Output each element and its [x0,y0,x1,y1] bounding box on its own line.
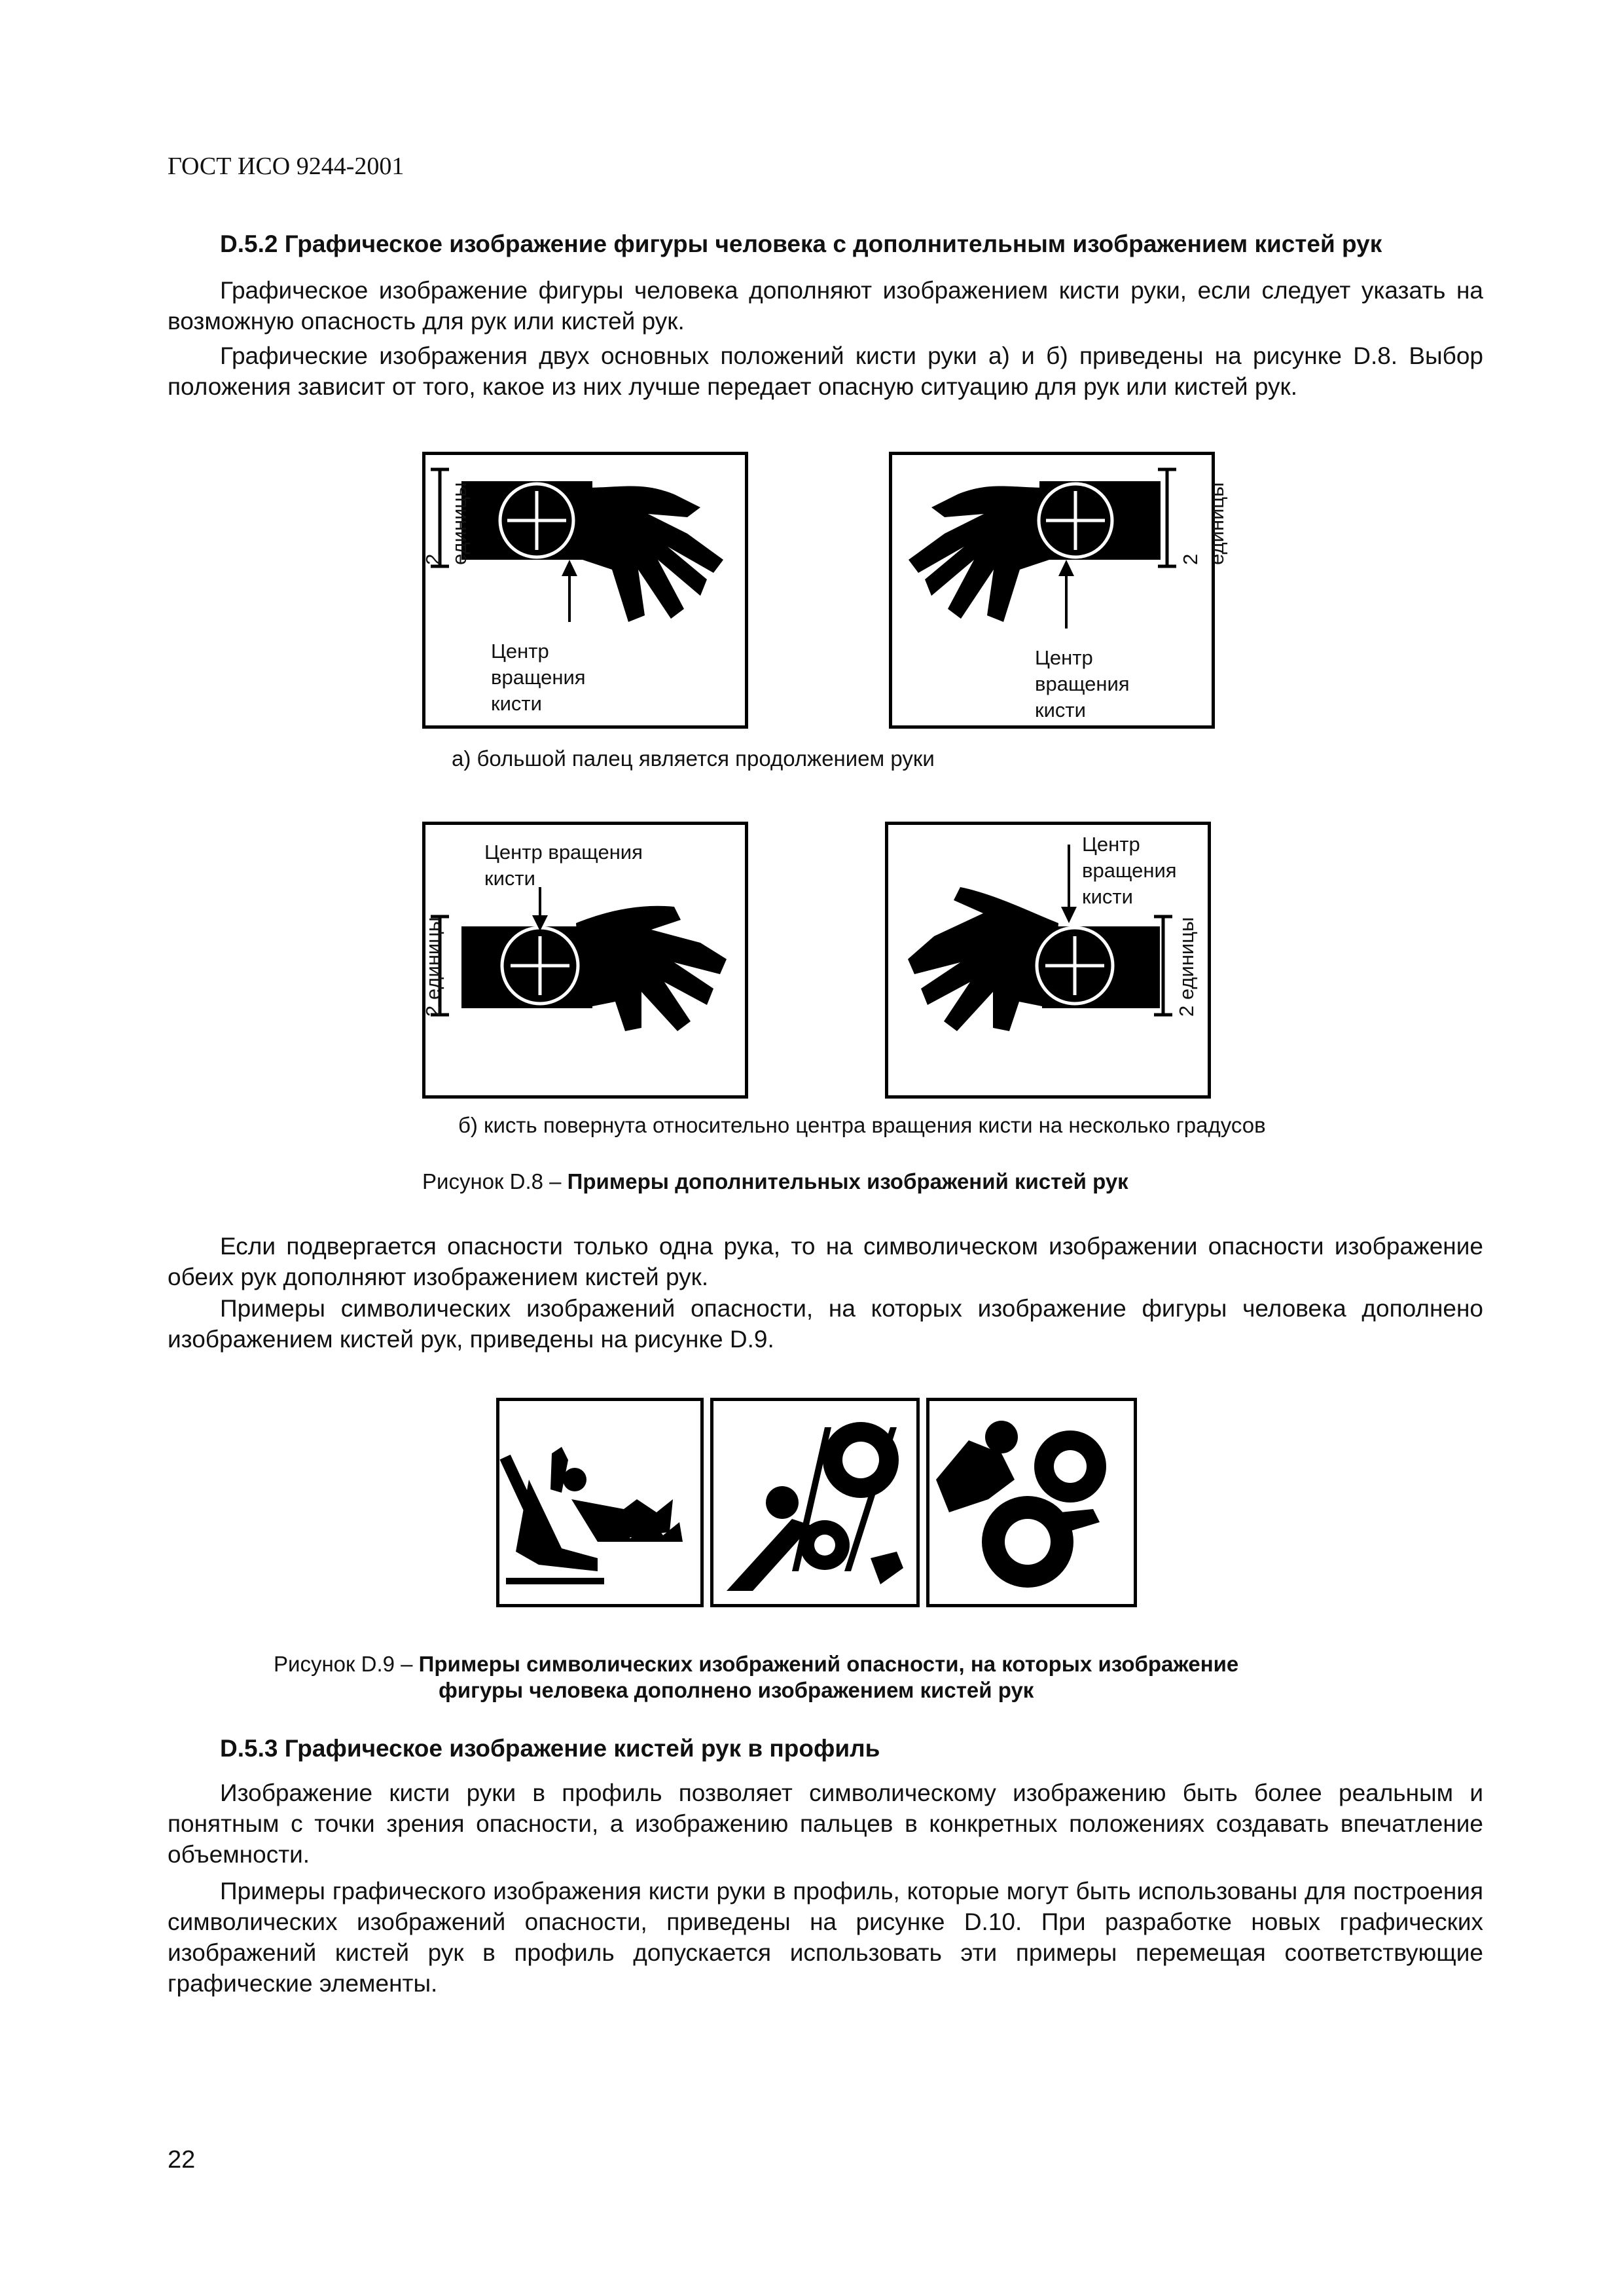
gears-icon [929,1401,1134,1604]
figure-d8-subcaption-b: б) кисть повернута относительно центра вращения кисти на несколько градусов [458,1113,1266,1137]
page-number: 22 [168,2146,196,2174]
paragraph: Если подвергается опасности только одна рука, то на символическом изображении опасности изображение обеих рук дополняют изображением кистей рук. [168,1233,1483,1290]
hazard-symbol-belt-drive [710,1398,920,1607]
pivot-label: Центр вращения кисти [1035,646,1130,721]
document-id: ГОСТ ИСО 9244-2001 [168,153,405,180]
paragraph: Графическое изображение фигуры человека дополняют изображением кисти руки, если следует указать на возможную опасность для рук или кистей рук. [168,277,1483,335]
hazard-symbol-gears [926,1398,1137,1607]
paragraph: Примеры символических изображений опасности, на которых изображение фигуры человека дополнено изображением кистей рук, приведены на рисунке D.9. [168,1295,1483,1353]
dimension-label: 2 единицы [422,482,471,565]
pivot-label: Центр вращения кисти [1082,833,1177,908]
figure-d8-subcaption-a: а) большой палец является продолжением руки [452,746,935,771]
section-heading-d53: D.5.3 Графическое изображение кистей рук в профиль [220,1735,880,1762]
figure-d8-a-left [422,452,748,729]
pivot-label: Центр вращения кисти [491,640,586,715]
falling-person-icon [499,1401,700,1604]
pivot-label: Центр вращения кисти [484,841,643,890]
figure-d8-caption: Рисунок D.8 – Примеры дополнительных изображений кистей рук [422,1169,1128,1194]
dimension-label: 2 единицы [1179,482,1228,565]
figure-d8-b-right [885,822,1211,1099]
belt-drive-icon [713,1401,916,1604]
paragraph: Графические изображения двух основных положений кисти руки а) и б) приведены на рисунке D.8. Выбор положения зависит от того, какое из них лучше передает опасную ситуацию для рук или кистей рук. [168,342,1483,400]
figure-d9-caption: Рисунок D.9 – Примеры символических изображений опасности, на которых изображение [274,1652,1239,1676]
figure-d9-caption-line2: фигуры человека дополнено изображением кистей рук [439,1678,1034,1702]
section-heading-d52: D.5.2 Графическое изображение фигуры человека с дополнительным изображением кистей рук [220,230,1382,257]
dimension-label: 2 единицы [1175,917,1198,1017]
figure-d8-b-left [422,822,748,1099]
paragraph: Изображение кисти руки в профиль позволяет символическому изображению быть более реальным и понятным с точки зрения опасности, а изображению пальцев в конкретных положениях создавать впечатление объемности. [168,1779,1483,1868]
hazard-symbol-falling-person [496,1398,704,1607]
dimension-label: 2 единицы [422,917,444,1017]
paragraph: Примеры графического изображения кисти руки в профиль, которые могут быть использованы для построения символических изображений опасности, приведены на рисунке D.10. При разработке новых графических изображений кистей рук в профиль допускается использовать эти примеры перемещая соответствующие графические элементы. [168,1878,1483,1997]
figure-d8-a-right [889,452,1228,729]
